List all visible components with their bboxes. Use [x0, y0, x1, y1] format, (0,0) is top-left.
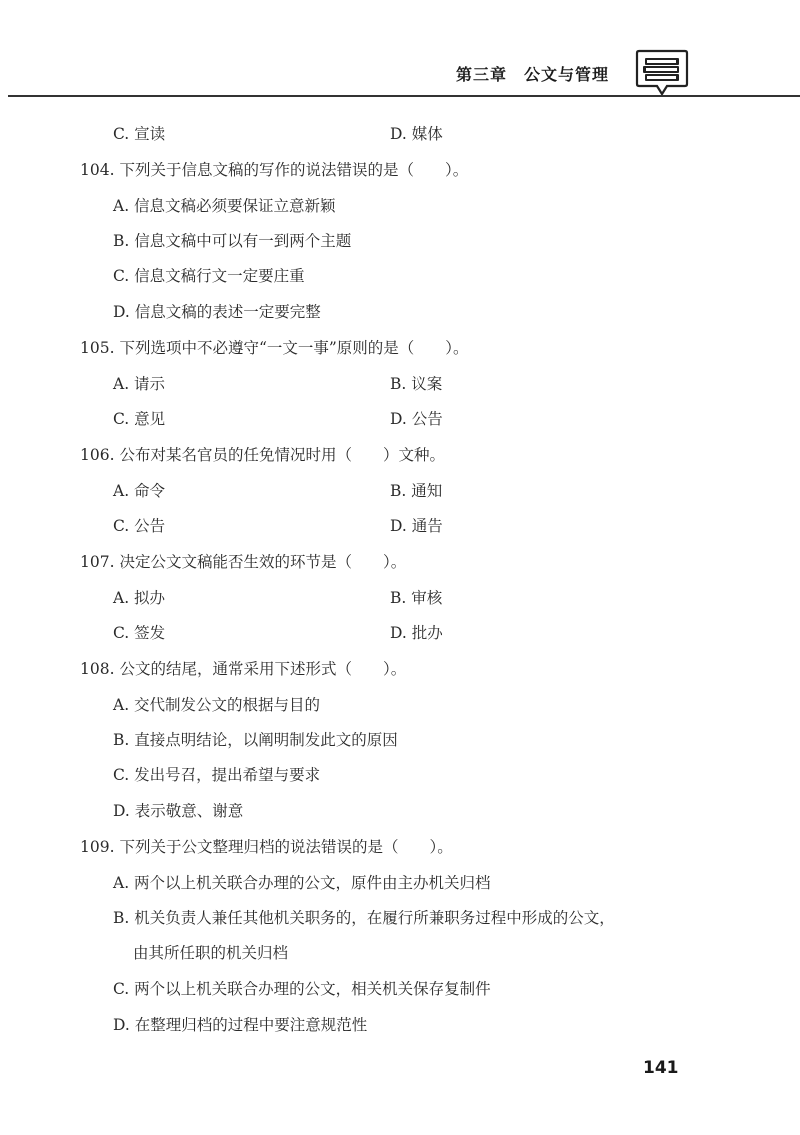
question-107: 107. 决定公文文稿能否生效的环节是（ ）。 — [80, 553, 407, 571]
option-a: A. 请示 — [113, 375, 166, 393]
question-108: 108. 公文的结尾，通常采用下述形式（ ）。 — [80, 660, 407, 678]
option-d: D. 媒体 — [390, 125, 443, 143]
option-c: C. 信息文稿行文一定要庄重 — [113, 267, 305, 285]
option-b: B. 信息文稿中可以有一到两个主题 — [113, 232, 352, 250]
option-c: C. 两个以上机关联合办理的公文，相关机关保存复制件 — [113, 980, 491, 998]
option-c: C. 签发 — [113, 624, 166, 642]
question-106: 106. 公布对某名官员的任免情况时用（ ）文种。 — [80, 446, 445, 464]
option-b: B. 议案 — [390, 375, 443, 393]
option-c: C. 公告 — [113, 517, 166, 535]
option-b-continued: 由其所任职的机关归档 — [133, 944, 289, 962]
stacked-books-icon — [635, 48, 689, 98]
option-a: A. 拟办 — [113, 589, 166, 607]
option-d: D. 通告 — [390, 517, 443, 535]
page-number: 141 — [643, 1058, 679, 1078]
option-d: D. 在整理归档的过程中要注意规范性 — [113, 1016, 368, 1034]
option-d: D. 表示敬意、谢意 — [113, 802, 244, 820]
chapter-title: 第三章 公文与管理 — [456, 65, 610, 84]
option-d: D. 批办 — [390, 624, 443, 642]
question-105: 105. 下列选项中不必遵守“一文一事”原则的是（ ）。 — [80, 339, 469, 357]
question-104: 104. 下列关于信息文稿的写作的说法错误的是（ ）。 — [80, 161, 469, 179]
option-b: B. 直接点明结论，以阐明制发此文的原因 — [113, 731, 398, 749]
option-b: B. 通知 — [390, 482, 443, 500]
option-a: A. 信息文稿必须要保证立意新颖 — [113, 197, 336, 215]
header-rule — [8, 95, 800, 97]
option-c: C. 宣读 — [113, 125, 166, 143]
question-109: 109. 下列关于公文整理归档的说法错误的是（ ）。 — [80, 838, 453, 856]
option-b: B. 审核 — [390, 589, 443, 607]
option-c: C. 发出号召，提出希望与要求 — [113, 766, 321, 784]
page-header — [0, 0, 800, 110]
option-a: A. 两个以上机关联合办理的公文，原件由主办机关归档 — [113, 874, 491, 892]
option-a: A. 命令 — [113, 482, 166, 500]
option-c: C. 意见 — [113, 410, 166, 428]
option-d: D. 公告 — [390, 410, 443, 428]
option-d: D. 信息文稿的表述一定要完整 — [113, 303, 321, 321]
option-a: A. 交代制发公文的根据与目的 — [113, 696, 321, 714]
option-b: B. 机关负责人兼任其他机关职务的，在履行所兼职务过程中形成的公文， — [113, 909, 615, 927]
